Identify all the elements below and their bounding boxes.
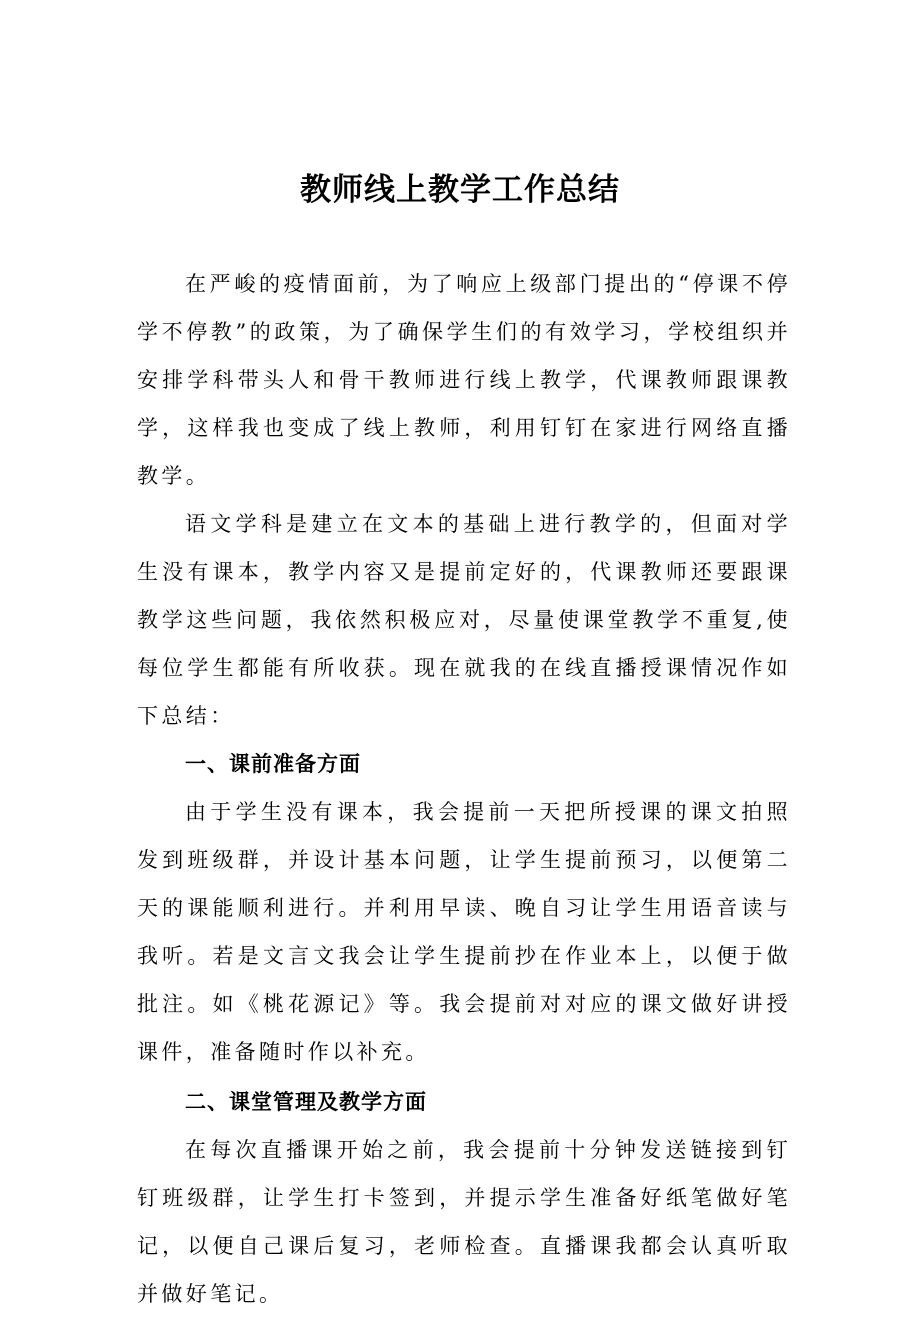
intro-paragraph-2: 语文学科是建立在文本的基础上进行教学的，但面对学生没有课本，教学内容又是提前定好的，代课教师还要跟课教学这些问题，我依然积极应对，尽量使课堂教学不重复,使每位学生都能有所收获。现在就我的在线直播授课情况作如下总结： <box>137 512 791 728</box>
document-title: 教师线上教学工作总结 <box>300 172 620 208</box>
document-body <box>137 260 791 1318</box>
section-heading-preparation: 一、课前准备方面 <box>185 752 361 776</box>
section-heading-classroom: 二、课堂管理及教学方面 <box>185 1090 427 1114</box>
intro-paragraph-1: 在严峻的疫情面前，为了响应上级部门提出的“停课不停学不停教”的政策，为了确保学生们的有效学习，学校组织并安排学科带头人和骨干教师进行线上教学，代课教师跟课教学，这样我也变成了线上教师，利用钉钉在家进行网络直播教学。 <box>137 272 791 488</box>
section-text-preparation: 由于学生没有课本，我会提前一天把所授课的课文拍照发到班级群，并设计基本问题，让学生提前预习，以便第二天的课能顺利进行。并利用早读、晚自习让学生用语音读与我听。若是文言文我会让学生提前抄在作业本上，以便于做批注。如《桃花源记》等。我会提前对对应的课文做好讲授课件，准备随时作以补充。 <box>137 800 791 1064</box>
section-text-classroom: 在每次直播课开始之前，我会提前十分钟发送链接到钉钉班级群，让学生打卡签到，并提示学生准备好纸笔做好笔记，以便自己课后复习，老师检查。直播课我都会认真听取并做好笔记。 <box>137 1138 791 1306</box>
